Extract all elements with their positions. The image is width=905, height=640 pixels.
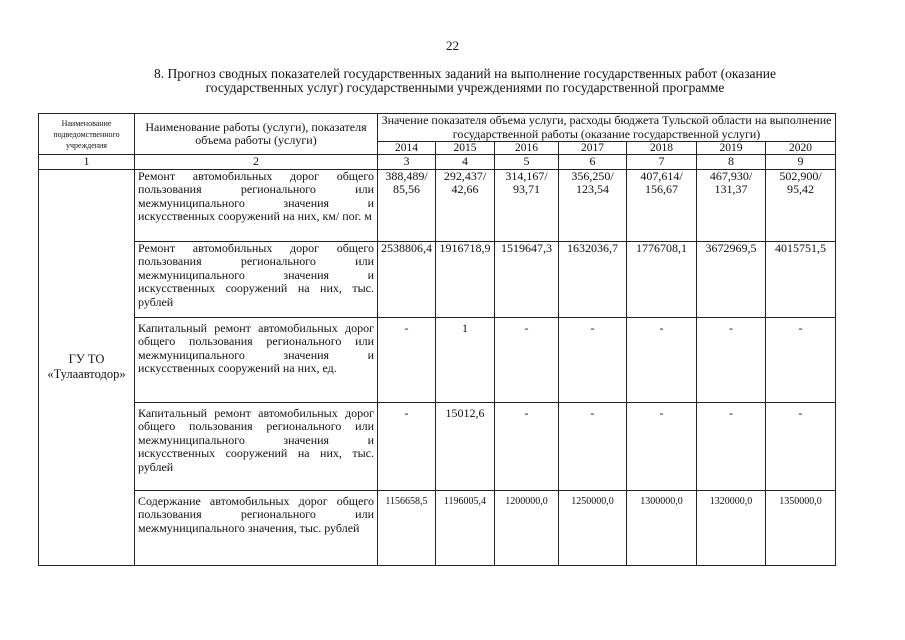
value-cell: - [559, 317, 627, 402]
title-line-2: государственных услуг) государственными учреждениями по государственной программе [205, 80, 725, 95]
value-cell: 1320000,0 [697, 490, 766, 565]
institution-name: ГУ ТО «Тулаавтодор» [39, 169, 135, 565]
value-cell: 467,930/ 131,37 [697, 169, 766, 241]
value-cell: 1196005,4 [436, 490, 495, 565]
column-number: 4 [436, 155, 495, 170]
value-cell: 1350000,0 [766, 490, 836, 565]
table-row [39, 169, 836, 241]
value-cell: - [495, 402, 559, 490]
column-number: 2 [135, 155, 378, 170]
value-cell: 4015751,5 [766, 241, 836, 317]
header-year: 2016 [495, 142, 559, 155]
header-row [39, 114, 836, 142]
service-name: Капитальный ремонт автомобильных дорог общего пользования регионального или межмуниципального значения и искусственных сооружений на них, тыс. рублей [135, 402, 378, 490]
column-number: 6 [559, 155, 627, 170]
value-cell: 407,614/ 156,67 [627, 169, 697, 241]
header-values: Значение показателя объема услуги, расходы бюджета Тульской области на выполнение государственной работы (оказание государственной услуги) [378, 114, 836, 142]
value-cell: 388,489/ 85,56 [378, 169, 436, 241]
value-cell: 2538806,4 [378, 241, 436, 317]
value-cell: 3672969,5 [697, 241, 766, 317]
value-cell: - [766, 402, 836, 490]
table-row [39, 490, 836, 565]
value-cell: - [697, 402, 766, 490]
header-year: 2020 [766, 142, 836, 155]
column-numbers-row [39, 155, 836, 170]
service-name: Капитальный ремонт автомобильных дорог общего пользования регионального или межмуниципального значения и искусственных сооружений на них, ед. [135, 317, 378, 402]
column-number: 8 [697, 155, 766, 170]
value-cell: 1916718,9 [436, 241, 495, 317]
value-cell: - [697, 317, 766, 402]
value-cell: 1250000,0 [559, 490, 627, 565]
column-number: 9 [766, 155, 836, 170]
value-cell: 15012,6 [436, 402, 495, 490]
document-title [100, 67, 830, 95]
service-name: Содержание автомобильных дорог общего пользования регионального или межмуниципального значения, тыс. рублей [135, 490, 378, 565]
value-cell: - [495, 317, 559, 402]
column-number: 3 [378, 155, 436, 170]
value-cell: - [378, 402, 436, 490]
value-cell: - [627, 402, 697, 490]
value-cell: 1776708,1 [627, 241, 697, 317]
header-year: 2014 [378, 142, 436, 155]
value-cell: 1 [436, 317, 495, 402]
value-cell: 502,900/ 95,42 [766, 169, 836, 241]
value-cell: 1632036,7 [559, 241, 627, 317]
header-year: 2019 [697, 142, 766, 155]
title-line-1: 8. Прогноз сводных показателей государственных заданий на выполнение государственных работ (оказание [154, 66, 776, 81]
value-cell: 314,167/ 93,71 [495, 169, 559, 241]
column-number: 1 [39, 155, 135, 170]
value-cell: - [627, 317, 697, 402]
value-cell: 356,250/ 123,54 [559, 169, 627, 241]
table-row [39, 317, 836, 402]
column-number: 7 [627, 155, 697, 170]
value-cell: 1300000,0 [627, 490, 697, 565]
value-cell: 1519647,3 [495, 241, 559, 317]
header-service: Наименование работы (услуги), показателя объема работы (услуги) [135, 114, 378, 155]
service-name: Ремонт автомобильных дорог общего пользования регионального или межмуниципального значения и искусственных сооружений на них, тыс. рублей [135, 241, 378, 317]
value-cell: - [378, 317, 436, 402]
value-cell: 1156658,5 [378, 490, 436, 565]
page-number: 22 [446, 38, 459, 53]
column-number: 5 [495, 155, 559, 170]
header-year: 2015 [436, 142, 495, 155]
value-cell: - [766, 317, 836, 402]
service-name: Ремонт автомобильных дорог общего пользования регионального или межмуниципального значения и искусственных сооружений на них, км/ пог. м [135, 169, 378, 241]
value-cell: 292,437/ 42,66 [436, 169, 495, 241]
value-cell: 1200000,0 [495, 490, 559, 565]
forecast-table [38, 113, 836, 566]
table-row [39, 402, 836, 490]
table-row [39, 241, 836, 317]
header-institution: Наименование подведомственного учреждения [39, 114, 135, 155]
value-cell: - [559, 402, 627, 490]
header-year: 2018 [627, 142, 697, 155]
header-year: 2017 [559, 142, 627, 155]
